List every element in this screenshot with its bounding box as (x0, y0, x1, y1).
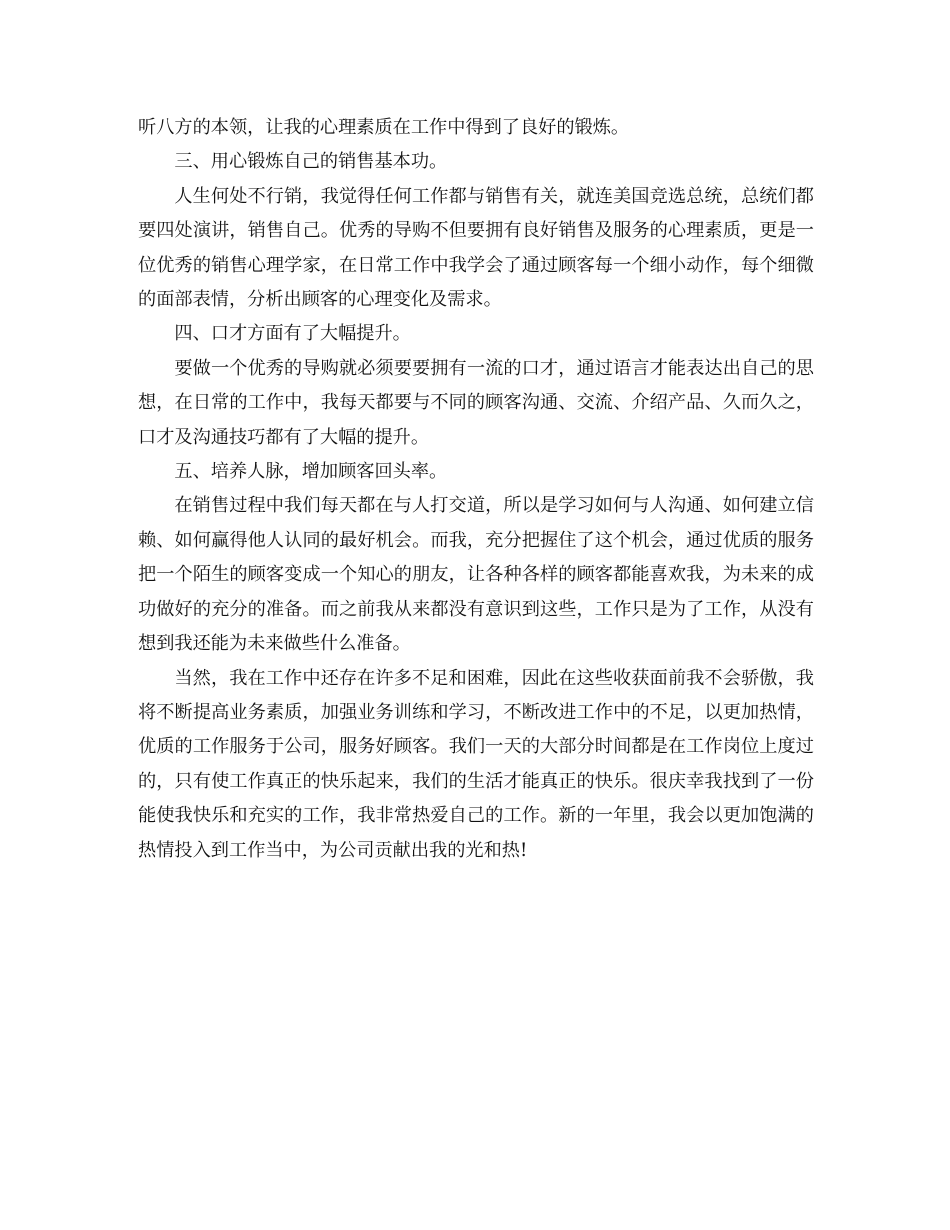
paragraph-conclusion: 当然，我在工作中还存在许多不足和困难，因此在这些收获面前我不会骄傲，我将不断提高业务素质，加强业务训练和学习，不断改进工作中的不足，以更加热情，优质的工作服务于公司，服务好顾客。我们一天的大部分时间都是在工作岗位上度过的，只有使工作真正的快乐起来，我们的生活才能真正的快乐。很庆幸我找到了一份能使我快乐和充实的工作，我非常热爱自己的工作。新的一年里，我会以更加饱满的热情投入到工作当中，为公司贡献出我的光和热! (138, 667, 814, 861)
paragraph-eloquence: 要做一个优秀的导购就必须要要拥有一流的口才，通过语言才能表达出自己的思想，在日常的工作中，我每天都要与不同的顾客沟通、交流、介绍产品、久而久之，口才及沟通技巧都有了大幅的提升。 (138, 357, 814, 448)
paragraph-continuation: 听八方的本领，让我的心理素质在工作中得到了良好的锻炼。 (138, 117, 630, 138)
section-heading-4: 四、口才方面有了大幅提升。 (174, 323, 411, 345)
paragraph-sales-skills: 人生何处不行销，我觉得任何工作都与销售有关，就连美国竞选总统，总统们都要四处演讲，销售自己。优秀的导购不但要拥有良好销售及服务的心理素质，更是一位优秀的销售心理学家，在日常工作中我学会了通过顾客每一个细小动作，每个细微的面部表情，分析出顾客的心理变化及需求。 (138, 185, 814, 311)
section-heading-3: 三、用心锻炼自己的销售基本功。 (174, 151, 448, 173)
document-body (138, 111, 814, 868)
section-heading-5: 五、培养人脉，增加顾客回头率。 (174, 461, 448, 483)
paragraph-connections: 在销售过程中我们每天都在与人打交道，所以是学习如何与人沟通、如何建立信赖、如何赢得他人认同的最好机会。而我，充分把握住了这个机会，通过优质的服务把一个陌生的顾客变成一个知心的朋友，让各种各样的顾客都能喜欢我，为未来的成功做好的充分的准备。而之前我从来都没有意识到这些，工作只是为了工作，从没有想到我还能为未来做些什么准备。 (138, 495, 814, 655)
